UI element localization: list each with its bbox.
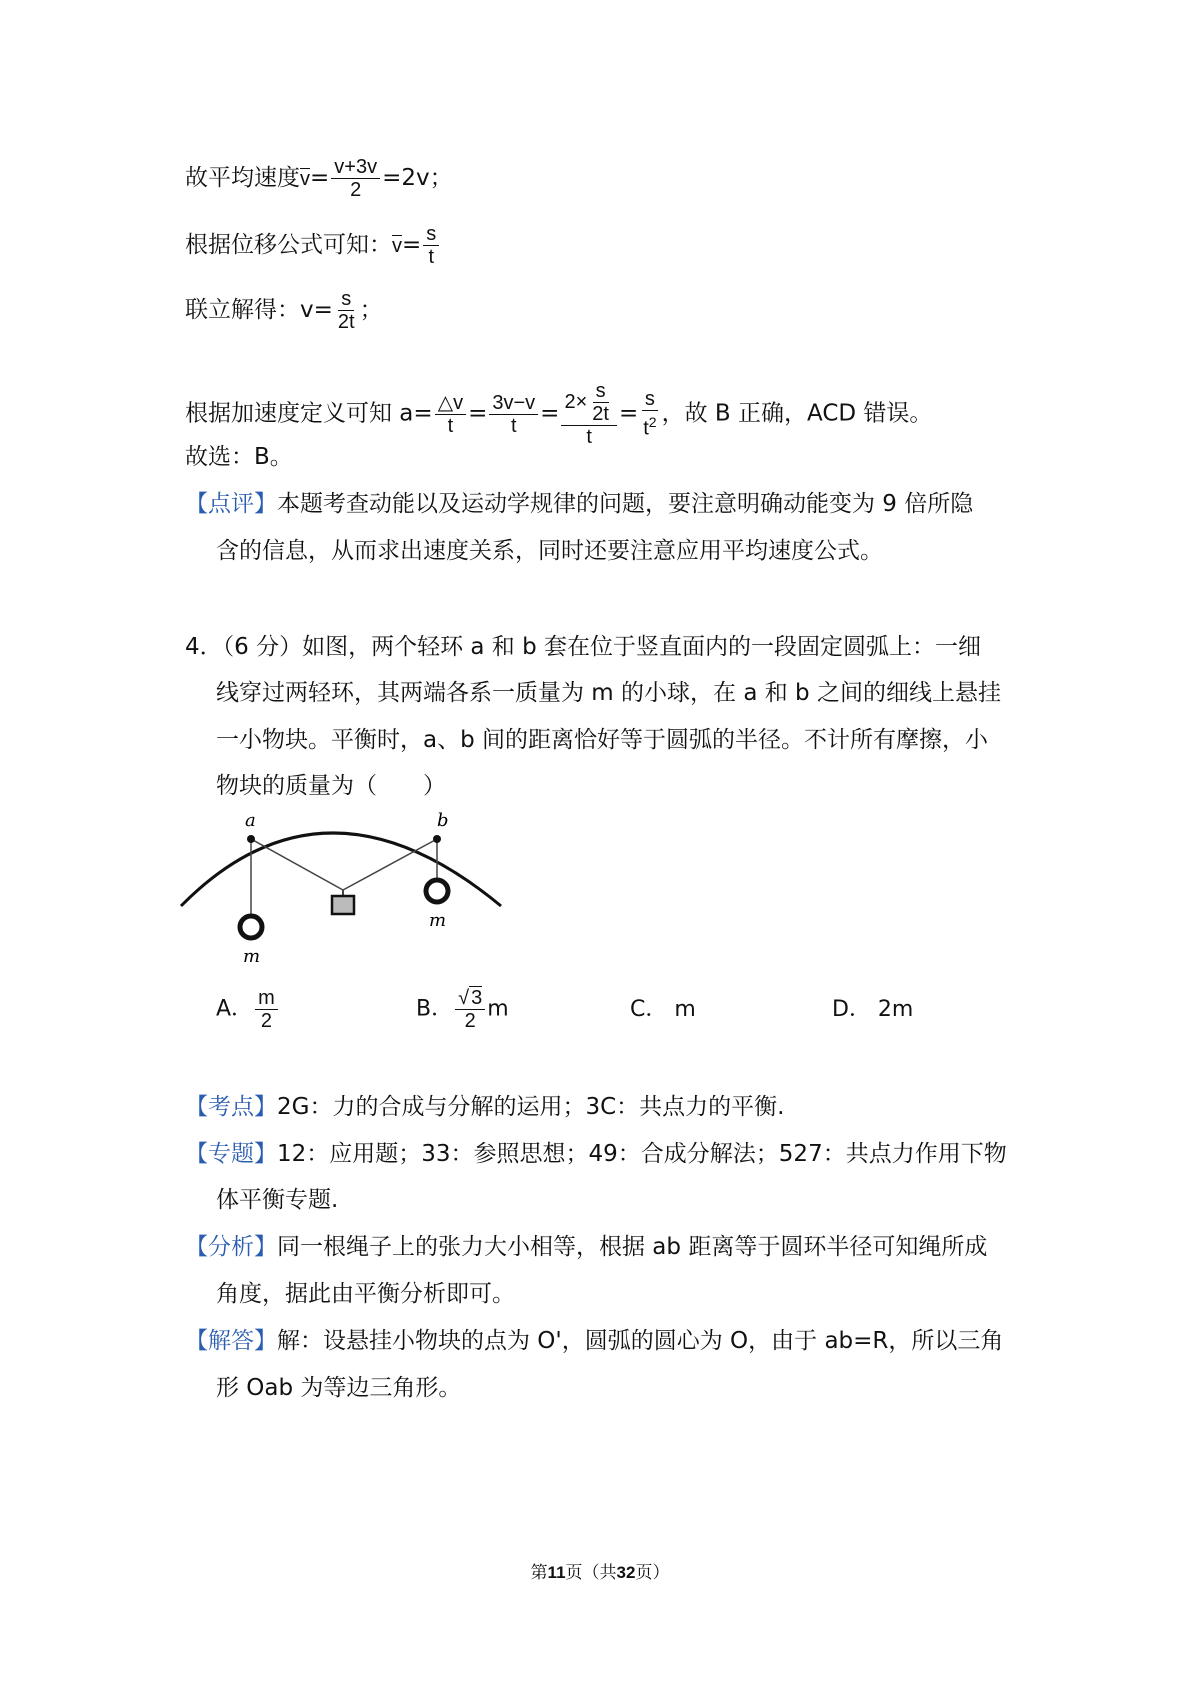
acceleration-line: 根据加速度定义可知 a= $\frac{\triangle v}{t}$ = $\frac{3v-v}{t}$ = 2× $\frac{s}{2t}$ t = $\frac{s}{t^2}$ ，故 B 正确，ACD 错误。 bbox=[185, 380, 933, 448]
fenxi-line-1: 【分析】同一根绳子上的张力大小相等，根据 ab 距离等于圆环半径可知绳所成 bbox=[185, 1234, 988, 1260]
label-a: a bbox=[245, 810, 256, 831]
zhuanti-tag: 【专题】 bbox=[185, 1141, 277, 1167]
kaodian-line: 【考点】2G：力的合成与分解的运用；3C：共点力的平衡. bbox=[185, 1094, 785, 1120]
question-line-3: 一小物块。平衡时，a、b 间的距离恰好等于圆弧的半径。不计所有摩擦，小 bbox=[216, 727, 989, 753]
fraction: $\frac{m}{2}$ bbox=[255, 987, 278, 1032]
v-bar: v bbox=[300, 168, 310, 190]
jieda-tag: 【解答】 bbox=[185, 1328, 277, 1354]
fraction: $\frac{s}{t^2}$ bbox=[643, 388, 657, 440]
fenxi-line-2: 角度，据此由平衡分析即可。 bbox=[216, 1281, 515, 1307]
total-pages: 32 bbox=[616, 1563, 636, 1582]
page-number: 11 bbox=[547, 1563, 566, 1582]
displacement-line: 根据位移公式可知：v= $\frac{s}{t}$ bbox=[185, 223, 441, 268]
option-b: B． $\frac{√ 3}{2}$ m bbox=[416, 987, 509, 1032]
option-d: D． 2m bbox=[832, 997, 914, 1022]
zhuanti-line-1: 【专题】12：应用题；33：参照思想；49：合成分解法；527：共点力作用下物 bbox=[185, 1141, 1007, 1167]
jieda-line-1: 【解答】解：设悬挂小物块的点为 O'，圆弧的圆心为 O，由于 ab=R，所以三角 bbox=[185, 1328, 1004, 1354]
label-m-left: m bbox=[243, 946, 261, 967]
ring-b bbox=[433, 835, 441, 843]
kaodian-tag: 【考点】 bbox=[185, 1094, 277, 1120]
comment-tag: 【点评】 bbox=[185, 491, 277, 517]
question-line-1: 4．（6 分）如图，两个轻环 a 和 b 套在位于竖直面内的一段固定圆弧上：一细 bbox=[185, 634, 982, 660]
fraction: $\frac{s}{2t}$ bbox=[337, 288, 355, 333]
small-block bbox=[332, 896, 354, 914]
ring-a bbox=[247, 835, 255, 843]
fraction: $\frac{3v-v}{t}$ bbox=[489, 392, 538, 437]
fraction: $\frac{√ 3}{2}$ bbox=[455, 987, 485, 1032]
arc-rings-figure bbox=[175, 800, 515, 970]
string-block-to-b bbox=[343, 839, 437, 890]
v-bar: v bbox=[392, 235, 402, 257]
zhuanti-line-2: 体平衡专题. bbox=[216, 1187, 339, 1213]
nested-fraction: 2× $\frac{s}{2t}$ t bbox=[561, 380, 617, 448]
sqrt-symbol: √ 3 bbox=[458, 987, 483, 1009]
string-a-to-block bbox=[251, 839, 343, 890]
inner-fraction: $\frac{s}{2t}$ bbox=[592, 380, 609, 425]
option-a: A． $\frac{m}{2}$ bbox=[216, 987, 280, 1032]
ball-left bbox=[240, 916, 262, 938]
fraction: $\frac{\triangle v}{t}$ bbox=[435, 392, 466, 437]
answer-line: 故选：B。 bbox=[185, 444, 293, 470]
fenxi-tag: 【分析】 bbox=[185, 1234, 277, 1260]
solve-line: 联立解得：v= $\frac{s}{2t}$ ； bbox=[185, 288, 383, 333]
label-m-right: m bbox=[429, 910, 447, 931]
label-b: b bbox=[437, 810, 449, 831]
avg-velocity-line: 故平均速度v= $\frac{v+3v}{2}$ =2v； bbox=[185, 156, 453, 201]
jieda-line-2: 形 Oab 为等边三角形。 bbox=[216, 1375, 462, 1401]
comment-line-2: 含的信息，从而求出速度关系，同时还要注意应用平均速度公式。 bbox=[216, 538, 883, 564]
fraction: $\frac{v+3v}{2}$ bbox=[331, 156, 380, 201]
question-line-2: 线穿过两轻环，其两端各系一质量为 m 的小球，在 a 和 b 之间的细线上悬挂 bbox=[216, 680, 1001, 706]
fraction: $\frac{s}{t}$ bbox=[423, 223, 439, 268]
comment-line-1: 【点评】本题考查动能以及运动学规律的问题，要注意明确动能变为 9 倍所隐 bbox=[185, 491, 974, 517]
question-line-4: 物块的质量为（ ） bbox=[216, 773, 446, 799]
page-footer: 第11页（共32页） bbox=[530, 1563, 670, 1583]
ball-right bbox=[426, 880, 448, 902]
option-c: C． m bbox=[630, 997, 696, 1022]
